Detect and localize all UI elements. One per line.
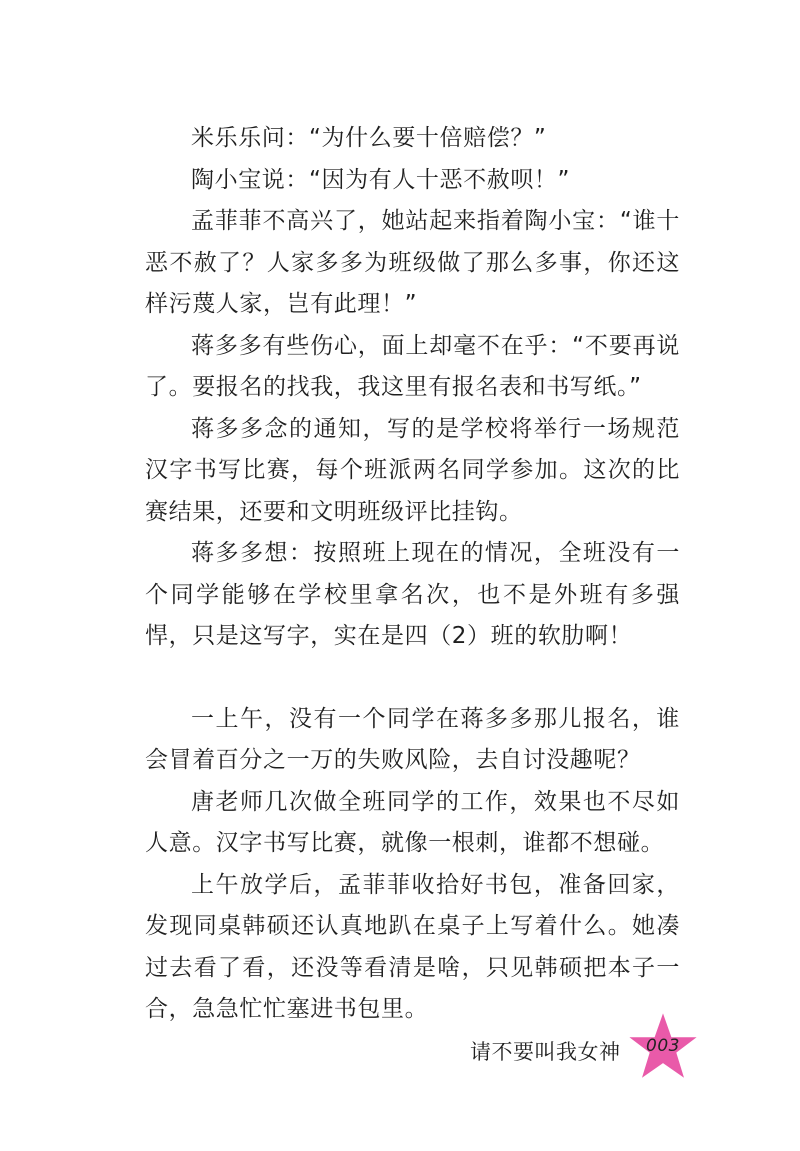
- paragraph: 米乐乐问：“为什么要十倍赔偿？”: [191, 125, 547, 151]
- paragraph: 陶小宝说：“因为有人十恶不赦呗！”: [191, 166, 571, 193]
- page-footer: [470, 1012, 710, 1092]
- paragraph: 唐老师几次做全班同学的工作，效果也不尽如人意。汉字书写比赛，就像一根刺，谁都不想碰。: [145, 788, 680, 856]
- page-number: 003: [646, 1036, 680, 1056]
- paragraph: 孟菲菲不高兴了，她站起来指着陶小宝：“谁十恶不赦了？人家多多为班级做了那么多事，你还这样污蔑人家，岂有此理！”: [145, 208, 680, 317]
- paragraph: 蒋多多有些伤心，面上却毫不在乎：“不要再说了。要报名的找我，我这里有报名表和书写纸。”: [145, 332, 680, 400]
- paragraph: 蒋多多念的通知，写的是学校将举行一场规范汉字书写比赛，每个班派两名同学参加。这次的比赛结果，还要和文明班级评比挂钩。: [145, 415, 680, 525]
- paragraph: 蒋多多想：按照班上现在的情况，全班没有一个同学能够在学校里拿名次，也不是外班有多强悍，只是这写字，实在是四（2）班的软肋啊！: [145, 540, 680, 649]
- paragraph: 上午放学后，孟菲菲收拾好书包，准备回家，发现同桌韩硕还认真地趴在桌子上写着什么。她凑过去看了看，还没等看清是啥，只见韩硕把本子一合，急急忙忙塞进书包里。: [145, 871, 680, 1022]
- book-title: 请不要叫我女神: [470, 1040, 621, 1064]
- body-text: [145, 118, 680, 1031]
- paragraph: 一上午，没有一个同学在蒋多多那儿报名，谁会冒着百分之一万的失败风险，去自讨没趣呢？: [145, 705, 680, 773]
- section-break: [145, 658, 680, 699]
